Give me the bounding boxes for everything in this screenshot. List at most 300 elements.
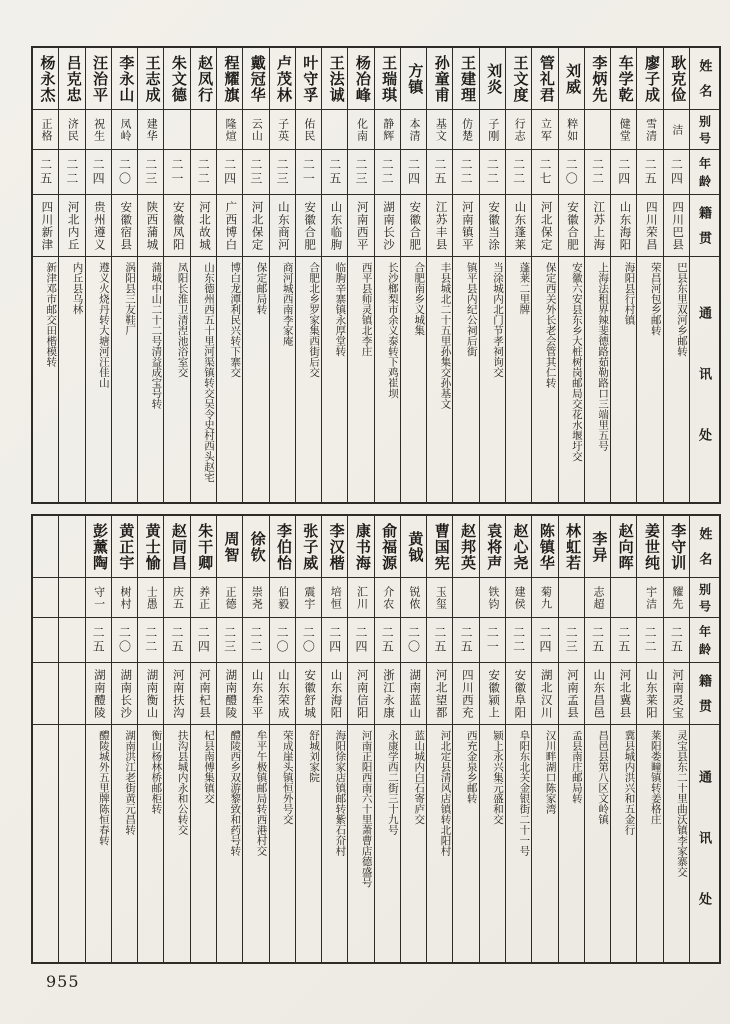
person-origin: 四川荣昌 bbox=[637, 195, 662, 257]
person-name: 吕克忠 bbox=[59, 48, 84, 110]
person-column bbox=[663, 48, 689, 502]
person-age: 二二 bbox=[585, 150, 610, 195]
person-origin: 河北保定 bbox=[532, 195, 557, 257]
person-address: 湖南洪江老街黄元昌转 bbox=[124, 730, 136, 835]
person-address: 涡阳县三友鞋厂 bbox=[124, 262, 136, 336]
header-alias: 别号 bbox=[690, 578, 719, 618]
person-alias: 菊九 bbox=[532, 578, 557, 618]
person-origin: 山东商河 bbox=[270, 195, 295, 257]
person-address: 永康学西二街三十九号 bbox=[386, 730, 398, 835]
person-column bbox=[479, 516, 505, 962]
person-alias: 守一 bbox=[86, 578, 111, 618]
person-origin: 湖南醴陵 bbox=[86, 663, 111, 725]
person-column bbox=[584, 48, 610, 502]
person-name: 刘威 bbox=[559, 48, 584, 110]
person-name: 廖子成 bbox=[637, 48, 662, 110]
person-column bbox=[400, 516, 426, 962]
person-origin: 河南灵宝 bbox=[664, 663, 689, 725]
person-column bbox=[636, 48, 662, 502]
person-column bbox=[426, 48, 452, 502]
person-column bbox=[505, 516, 531, 962]
person-name: 赵邦英 bbox=[453, 516, 478, 578]
person-address: 颍上永兴集元盛和交 bbox=[492, 730, 504, 825]
person-alias: 震宇 bbox=[296, 578, 321, 618]
person-age: 二五 bbox=[611, 618, 636, 663]
person-column bbox=[636, 516, 662, 962]
header-alias: 别号 bbox=[690, 110, 719, 150]
person-alias bbox=[453, 578, 478, 618]
person-address: 蓬莱二里牌 bbox=[518, 262, 530, 315]
person-address: 合肥北乡罗家集西街后交 bbox=[308, 262, 320, 378]
person-column bbox=[400, 48, 426, 502]
person-age: 二四 bbox=[401, 150, 426, 195]
person-alias: 志超 bbox=[585, 578, 610, 618]
person-alias bbox=[611, 578, 636, 618]
person-name: 杨冶峰 bbox=[348, 48, 373, 110]
person-name: 林虹若 bbox=[559, 516, 584, 578]
person-column bbox=[584, 516, 610, 962]
person-alias: 本清 bbox=[401, 110, 426, 150]
person-origin: 河南信阳 bbox=[348, 663, 373, 725]
person-name: 姜世纯 bbox=[637, 516, 662, 578]
person-name: 孙童甫 bbox=[427, 48, 452, 110]
person-alias bbox=[164, 110, 189, 150]
person-address: 舒城刘家院 bbox=[308, 730, 320, 783]
header-age: 年龄 bbox=[690, 150, 719, 195]
person-column bbox=[374, 516, 400, 962]
person-origin: 安徽合肥 bbox=[559, 195, 584, 257]
person-origin: 安徽阜阳 bbox=[506, 663, 531, 725]
person-column bbox=[85, 48, 111, 502]
person-address: 合肥南乡义城集 bbox=[413, 262, 425, 336]
person-name: 朱文德 bbox=[164, 48, 189, 110]
person-column bbox=[85, 516, 111, 962]
person-origin: 安徽合肥 bbox=[296, 195, 321, 257]
person-column bbox=[242, 48, 268, 502]
person-column bbox=[242, 516, 268, 962]
person-origin: 湖南衡山 bbox=[138, 663, 163, 725]
person-origin: 河北冀县 bbox=[611, 663, 636, 725]
header-origin: 籍贯 bbox=[690, 663, 719, 725]
person-column bbox=[531, 48, 557, 502]
person-age: 二〇 bbox=[559, 150, 584, 195]
person-age: 二一 bbox=[164, 150, 189, 195]
person-age: 二〇 bbox=[401, 618, 426, 663]
person-column bbox=[426, 516, 452, 962]
person-column bbox=[610, 516, 636, 962]
person-name: 王瑞琪 bbox=[375, 48, 400, 110]
person-age: 二五 bbox=[427, 150, 452, 195]
person-address: 河南正阳西南六十里萧曹店德盛号 bbox=[360, 730, 372, 888]
person-address: 新津邓市邮交田楷模转 bbox=[45, 262, 57, 367]
person-origin: 四川西充 bbox=[453, 663, 478, 725]
person-alias: 玉玺 bbox=[427, 578, 452, 618]
person-address: 海阳县行村镇 bbox=[623, 262, 635, 325]
person-age: 二五 bbox=[164, 618, 189, 663]
person-name: 方镇 bbox=[401, 48, 426, 110]
person-address: 昌邑县第八区文岭镇 bbox=[597, 730, 609, 825]
person-address: 丰县城北二十五里孙集交孙基文 bbox=[439, 262, 451, 409]
person-alias: 伯毅 bbox=[270, 578, 295, 618]
person-name: 李汉楷 bbox=[322, 516, 347, 578]
person-origin: 安徽凤阳 bbox=[164, 195, 189, 257]
person-alias: 养正 bbox=[191, 578, 216, 618]
person-column bbox=[190, 48, 216, 502]
person-address: 遵义火烧丹转大塘河汪佳山 bbox=[97, 262, 109, 388]
person-age: 二〇 bbox=[270, 618, 295, 663]
person-column bbox=[33, 516, 58, 962]
person-age: 二一 bbox=[296, 150, 321, 195]
person-column bbox=[269, 48, 295, 502]
person-column bbox=[663, 516, 689, 962]
person-name: 康书海 bbox=[348, 516, 373, 578]
person-age: 二二 bbox=[637, 618, 662, 663]
person-age bbox=[59, 618, 84, 663]
person-name: 卢茂林 bbox=[270, 48, 295, 110]
person-alias: 立军 bbox=[532, 110, 557, 150]
person-alias: 汇川 bbox=[348, 578, 373, 618]
person-alias: 静辉 bbox=[375, 110, 400, 150]
person-address: 博白龙潭利民兴转下寨交 bbox=[229, 262, 241, 378]
person-age: 二三 bbox=[243, 150, 268, 195]
person-name: 管礼君 bbox=[532, 48, 557, 110]
person-address: 牟平午极镇邮局转西港村交 bbox=[255, 730, 267, 856]
person-name: 叶守孚 bbox=[296, 48, 321, 110]
person-age: 二二 bbox=[480, 150, 505, 195]
person-origin: 河南孟县 bbox=[559, 663, 584, 725]
person-name: 程耀旗 bbox=[217, 48, 242, 110]
person-column bbox=[137, 48, 163, 502]
person-address bbox=[33, 725, 58, 962]
person-alias: 基文 bbox=[427, 110, 452, 150]
person-name: 陈镇华 bbox=[532, 516, 557, 578]
person-age: 二三 bbox=[348, 150, 373, 195]
person-age: 二五 bbox=[86, 618, 111, 663]
top-table-header-column bbox=[689, 48, 719, 502]
person-alias bbox=[322, 110, 347, 150]
header-name: 姓名 bbox=[690, 516, 719, 578]
bottom-table-entries bbox=[33, 516, 689, 962]
person-column bbox=[558, 48, 584, 502]
person-age: 二一 bbox=[480, 618, 505, 663]
person-name: 刘炎 bbox=[480, 48, 505, 110]
person-alias: 耀先 bbox=[664, 578, 689, 618]
person-name: 李伯怡 bbox=[270, 516, 295, 578]
person-column bbox=[452, 48, 478, 502]
person-address: 蒲城中山二十二号清益成宝号转 bbox=[150, 262, 162, 409]
person-alias: 子刚 bbox=[480, 110, 505, 150]
person-age: 二二 bbox=[243, 618, 268, 663]
person-origin bbox=[33, 663, 58, 725]
top-table-entries bbox=[33, 48, 689, 502]
person-name: 张子威 bbox=[296, 516, 321, 578]
person-address: 荣成崖头镇恒外号交 bbox=[281, 730, 293, 825]
person-alias: 行志 bbox=[506, 110, 531, 150]
person-name: 车学乾 bbox=[611, 48, 636, 110]
person-address: 保定邮局转 bbox=[255, 262, 267, 315]
person-address: 灵宝县东二十里曲沃镇李家寨交 bbox=[676, 730, 687, 877]
person-alias: 健堂 bbox=[611, 110, 636, 150]
person-name: 黄士愉 bbox=[138, 516, 163, 578]
person-origin: 四川新津 bbox=[33, 195, 58, 257]
person-origin: 广西博白 bbox=[217, 195, 242, 257]
person-alias: 宇洁 bbox=[637, 578, 662, 618]
person-column bbox=[33, 48, 58, 502]
person-origin: 河南镇平 bbox=[453, 195, 478, 257]
person-alias: 正德 bbox=[217, 578, 242, 618]
person-name: 李异 bbox=[585, 516, 610, 578]
person-origin: 江苏上海 bbox=[585, 195, 610, 257]
person-address: 安徽六安县东乡大桩树岗邮局交花水堰圩交 bbox=[570, 262, 582, 462]
person-origin: 安徽宿县 bbox=[112, 195, 137, 257]
person-address: 荣昌河包乡邮转 bbox=[649, 262, 661, 336]
person-address: 长沙榔梨市余义泰转下鸡崔坝 bbox=[386, 262, 398, 399]
person-age: 二四 bbox=[217, 150, 242, 195]
person-name: 王志成 bbox=[138, 48, 163, 110]
person-age: 二四 bbox=[191, 618, 216, 663]
person-alias: 粹如 bbox=[559, 110, 584, 150]
person-name: 戴冠华 bbox=[243, 48, 268, 110]
person-alias: 凤岭 bbox=[112, 110, 137, 150]
person-address: 醴陵城外五里牌陈恒春转 bbox=[97, 730, 109, 846]
person-alias bbox=[585, 110, 610, 150]
person-column bbox=[137, 516, 163, 962]
person-name: 汪治平 bbox=[86, 48, 111, 110]
person-origin: 湖南醴陵 bbox=[217, 663, 242, 725]
person-alias: 子英 bbox=[270, 110, 295, 150]
header-address: 通讯处 bbox=[696, 770, 712, 953]
person-address: 汉川畔湖口陈家湾 bbox=[544, 730, 556, 814]
person-address: 临朐辛寨镇永厚堂转 bbox=[334, 262, 346, 357]
person-name: 赵向晖 bbox=[611, 516, 636, 578]
person-column bbox=[216, 48, 242, 502]
person-age: 二五 bbox=[322, 150, 347, 195]
person-column bbox=[321, 516, 347, 962]
person-name: 徐钦 bbox=[243, 516, 268, 578]
person-origin: 湖北汉川 bbox=[532, 663, 557, 725]
person-origin: 安徽颍上 bbox=[480, 663, 505, 725]
person-name: 黄正宇 bbox=[112, 516, 137, 578]
person-alias bbox=[191, 110, 216, 150]
person-name: 黄钺 bbox=[401, 516, 426, 578]
person-age bbox=[33, 618, 58, 663]
person-address: 蓝山城内白石寄庐交 bbox=[413, 730, 425, 825]
person-age: 二四 bbox=[532, 618, 557, 663]
person-origin: 河南扶沟 bbox=[164, 663, 189, 725]
person-alias: 隆煊 bbox=[217, 110, 242, 150]
person-name bbox=[59, 516, 84, 578]
person-name: 曹国宪 bbox=[427, 516, 452, 578]
person-name: 王法诚 bbox=[322, 48, 347, 110]
person-origin: 河南杞县 bbox=[191, 663, 216, 725]
person-origin: 四川巴县 bbox=[664, 195, 689, 257]
person-name: 李守训 bbox=[664, 516, 689, 578]
person-alias: 培恒 bbox=[322, 578, 347, 618]
person-alias: 建侯 bbox=[506, 578, 531, 618]
person-origin: 山东临朐 bbox=[322, 195, 347, 257]
person-origin: 安徽当涂 bbox=[480, 195, 505, 257]
bottom-table-header-column bbox=[689, 516, 719, 962]
person-origin: 山东蓬莱 bbox=[506, 195, 531, 257]
person-age: 二五 bbox=[585, 618, 610, 663]
person-address: 冀县城内洪兴和五金行 bbox=[623, 730, 635, 835]
person-address: 阜阳东北关金银街二十一号 bbox=[518, 730, 530, 856]
person-column bbox=[347, 516, 373, 962]
person-alias: 树村 bbox=[112, 578, 137, 618]
person-name bbox=[33, 516, 58, 578]
person-alias: 崇尧 bbox=[243, 578, 268, 618]
person-age: 二二 bbox=[506, 618, 531, 663]
person-age: 二三 bbox=[217, 618, 242, 663]
person-column bbox=[505, 48, 531, 502]
person-origin: 河北故城 bbox=[191, 195, 216, 257]
person-origin: 山东牟平 bbox=[243, 663, 268, 725]
person-age: 二五 bbox=[33, 150, 58, 195]
person-name: 俞福源 bbox=[375, 516, 400, 578]
person-column bbox=[452, 516, 478, 962]
person-age: 二二 bbox=[138, 618, 163, 663]
header-address: 通讯处 bbox=[696, 306, 712, 489]
person-address: 杞县南傅集镇交 bbox=[202, 730, 214, 804]
person-alias: 庆五 bbox=[164, 578, 189, 618]
person-alias: 建华 bbox=[138, 110, 163, 150]
person-address: 巴县东里双河乡邮转 bbox=[676, 262, 687, 357]
person-address: 保定西关外长老会管其仁转 bbox=[544, 262, 556, 388]
person-column bbox=[295, 516, 321, 962]
person-alias: 士愚 bbox=[138, 578, 163, 618]
header-age: 年龄 bbox=[690, 618, 719, 663]
person-origin: 河北内丘 bbox=[59, 195, 84, 257]
person-alias: 铁钧 bbox=[480, 578, 505, 618]
person-address: 河北定县清风店镇转北阳村 bbox=[439, 730, 451, 856]
person-column bbox=[347, 48, 373, 502]
person-column bbox=[58, 48, 84, 502]
person-origin: 河北望都 bbox=[427, 663, 452, 725]
person-name: 彭薰陶 bbox=[86, 516, 111, 578]
person-age: 二五 bbox=[664, 618, 689, 663]
person-age: 二二 bbox=[453, 150, 478, 195]
person-name: 赵凤行 bbox=[191, 48, 216, 110]
person-address: 内丘县乌林 bbox=[71, 262, 83, 315]
person-origin: 贵州遵义 bbox=[86, 195, 111, 257]
person-origin: 山东昌邑 bbox=[585, 663, 610, 725]
person-age: 二〇 bbox=[112, 618, 137, 663]
person-age: 二五 bbox=[453, 618, 478, 663]
person-address: 海阳徐家店镇邮转紫石夼村 bbox=[334, 730, 346, 856]
person-origin: 山东海阳 bbox=[611, 195, 636, 257]
person-age: 二五 bbox=[375, 618, 400, 663]
person-alias: 洁 bbox=[664, 110, 689, 150]
person-alias: 化南 bbox=[348, 110, 373, 150]
person-age: 二〇 bbox=[296, 618, 321, 663]
person-address: 西充金泉乡邮转 bbox=[465, 730, 477, 804]
person-age: 二二 bbox=[375, 150, 400, 195]
person-alias: 雪清 bbox=[637, 110, 662, 150]
bottom-table bbox=[31, 514, 721, 964]
person-origin: 浙江永康 bbox=[375, 663, 400, 725]
person-address: 孟县南庄邮局转 bbox=[570, 730, 582, 804]
person-age: 二七 bbox=[532, 150, 557, 195]
person-origin: 湖南蓝山 bbox=[401, 663, 426, 725]
person-column bbox=[111, 516, 137, 962]
person-age: 二三 bbox=[138, 150, 163, 195]
person-alias: 佑民 bbox=[296, 110, 321, 150]
person-address: 商河城西南李家庵 bbox=[281, 262, 293, 346]
person-alias: 介农 bbox=[375, 578, 400, 618]
person-address: 衡山杨林桥邮柜转 bbox=[150, 730, 162, 814]
top-table bbox=[31, 46, 721, 504]
header-name: 姓名 bbox=[690, 48, 719, 110]
person-age: 二四 bbox=[322, 618, 347, 663]
person-alias: 锐侬 bbox=[401, 578, 426, 618]
person-name: 王建理 bbox=[453, 48, 478, 110]
person-origin: 山东莱阳 bbox=[637, 663, 662, 725]
person-alias bbox=[33, 578, 58, 618]
person-column bbox=[111, 48, 137, 502]
person-age: 二二 bbox=[506, 150, 531, 195]
person-column bbox=[269, 516, 295, 962]
person-alias: 云山 bbox=[243, 110, 268, 150]
person-name: 耿克俭 bbox=[664, 48, 689, 110]
person-origin bbox=[59, 663, 84, 725]
person-age: 二三 bbox=[270, 150, 295, 195]
person-column bbox=[163, 48, 189, 502]
person-alias: 仿楚 bbox=[453, 110, 478, 150]
person-address: 凤阳长淮卫清湼池浴室交 bbox=[176, 262, 188, 378]
person-name: 杨永杰 bbox=[33, 48, 58, 110]
person-alias bbox=[59, 578, 84, 618]
person-column bbox=[374, 48, 400, 502]
person-address: 西平县师灵镇北李庄 bbox=[360, 262, 372, 357]
person-column bbox=[216, 516, 242, 962]
person-age: 二四 bbox=[86, 150, 111, 195]
person-origin: 河北保定 bbox=[243, 195, 268, 257]
person-column bbox=[558, 516, 584, 962]
person-origin: 山东海阳 bbox=[322, 663, 347, 725]
person-name: 赵心尧 bbox=[506, 516, 531, 578]
person-origin: 山东荣成 bbox=[270, 663, 295, 725]
person-address bbox=[59, 725, 84, 962]
person-age: 二五 bbox=[637, 150, 662, 195]
person-origin: 江苏丰县 bbox=[427, 195, 452, 257]
person-age: 二四 bbox=[664, 150, 689, 195]
page-number: 955 bbox=[46, 972, 80, 991]
person-origin: 湖南长沙 bbox=[375, 195, 400, 257]
person-address: 莱阳娄疃镇转姜格庄 bbox=[649, 730, 661, 825]
person-name: 李炳先 bbox=[585, 48, 610, 110]
person-column bbox=[321, 48, 347, 502]
person-origin: 安徽舒城 bbox=[296, 663, 321, 725]
person-alias: 正格 bbox=[33, 110, 58, 150]
person-age: 二五 bbox=[427, 618, 452, 663]
person-age: 二四 bbox=[611, 150, 636, 195]
person-column bbox=[610, 48, 636, 502]
person-column bbox=[295, 48, 321, 502]
person-name: 朱干卿 bbox=[191, 516, 216, 578]
person-address: 镇平县内纪公祠后街 bbox=[465, 262, 477, 357]
person-column bbox=[163, 516, 189, 962]
person-origin: 陕西蒲城 bbox=[138, 195, 163, 257]
person-address: 上海法租界辣斐德路茹勒路口三端里五号 bbox=[597, 262, 609, 451]
person-age: 二〇 bbox=[112, 150, 137, 195]
person-alias bbox=[559, 578, 584, 618]
person-column bbox=[479, 48, 505, 502]
person-column bbox=[531, 516, 557, 962]
person-name: 李永山 bbox=[112, 48, 137, 110]
person-address: 扶沟县城内永和公转交 bbox=[176, 730, 188, 835]
person-name: 周智 bbox=[217, 516, 242, 578]
person-age: 二二 bbox=[59, 150, 84, 195]
